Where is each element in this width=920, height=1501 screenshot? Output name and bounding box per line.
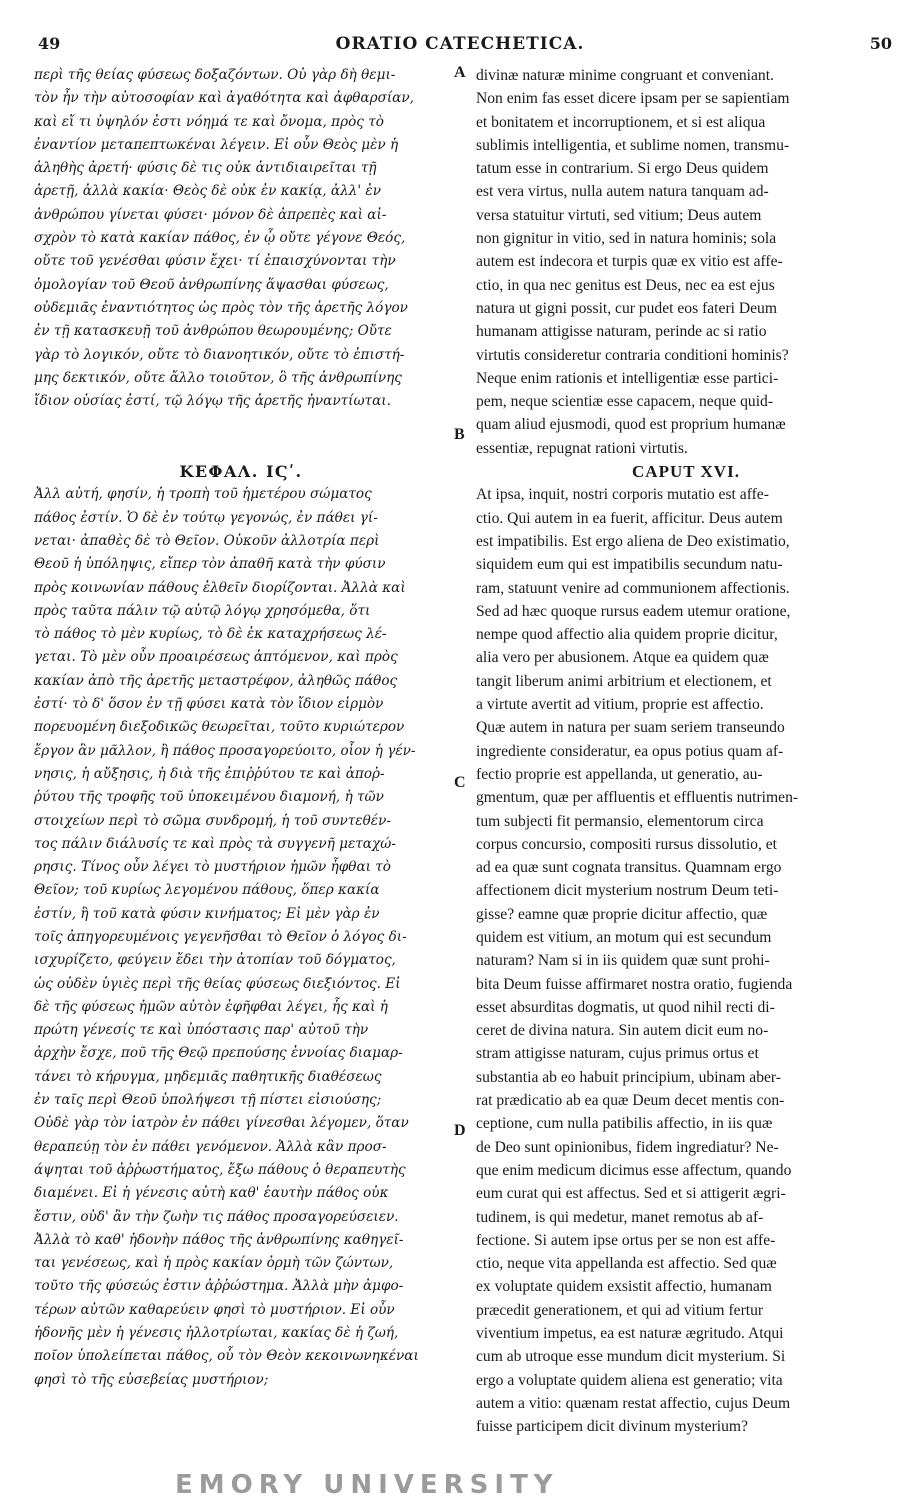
latin-text-line: Non enim fas esset dicere ipsam per se sapientiam <box>476 90 790 108</box>
blank-line <box>34 413 448 436</box>
greek-text-line: άψηται τοῦ ἀῤῥωστήματος, ἔξω πάθους ὁ θεραπευτὴς <box>34 1161 406 1178</box>
greek-text-line: γὰρ τὸ λογικόν, οὔτε τὸ διανοητικόν, οὔτε τὸ ἐπιστή- <box>34 346 405 363</box>
latin-paragraph-1 <box>476 64 896 460</box>
greek-text-line: τέρων αὐτῶν καθαρεύειν φησὶ τὸ μυστήριον. Εἰ οὖν <box>34 1301 395 1318</box>
latin-text-line: naturam? Nam si in iis quidem quæ sunt prohi- <box>476 952 770 970</box>
greek-text-line: κακίαν ἀπὸ τῆς ἀρετῆς μεταστρέφον, ἀληθῶς πάθος <box>34 672 398 689</box>
latin-text-line: nempe quod affectio alia quidem proprie dicitur, <box>476 626 778 644</box>
latin-text-line: ctio, neque vita appellanda est affectio. Sed quæ <box>476 1255 777 1273</box>
greek-text-line: Θεῖον; τοῦ κυρίως λεγομένου πάθους, ὅπερ κακία <box>34 882 380 899</box>
latin-text-line: esset absurditas dogmatis, ut quod nihil recti di- <box>476 998 775 1016</box>
greek-text-line: ἐν ταῖς περὶ Θεοῦ ὑπολήψεσι τῇ πίστει εἰσιούσης; <box>34 1092 382 1109</box>
margin-letter-c: C <box>454 774 466 791</box>
latin-text-line: pem, neque scientiæ esse capacem, neque quid- <box>476 393 774 411</box>
greek-text-line: δὲ τῆς φύσεως ἡμῶν αὐτὸν ἐφῆφθαι λέγει, ἧς καὶ ἡ <box>34 998 388 1015</box>
latin-text-line: humanam attigisse naturam, perinde ac si ratio <box>476 323 767 341</box>
greek-text-line: ῥύτου τῆς τροφῆς τοῦ ὑποκειμένου διαμονή, ἡ τῶν <box>34 789 384 806</box>
greek-text-line: στοιχείων περὶ τὸ σῶμα συνδρομή, ἡ τοῦ συντεθέν- <box>34 812 391 829</box>
greek-text-line: οὐδεμιᾶς ἐναντιότητος ὡς πρὸς τὸν τῆς ἀρετῆς λόγον <box>34 299 408 316</box>
latin-text-line: Sed ad hæc quoque rursus eadem utemur oratione, <box>476 602 791 620</box>
greek-text-line: Ἀλλ αὐτή, φησίν, ἡ τροπὴ τοῦ ἡμετέρου σώματος <box>34 486 372 503</box>
latin-column <box>476 64 896 1439</box>
greek-text-line: τάνει τὸ κήρυγμα, μηδεμιᾶς παθητικῆς διαθέσεως <box>34 1068 382 1085</box>
greek-text-line: μης δεκτικόν, οὔτε ἄλλο τοιοῦτον, ὃ τῆς ἀνθρωπίνης <box>34 369 402 386</box>
latin-text-line: fuisse participem dicit divinum mysterium? <box>476 1418 748 1436</box>
greek-text-line: διαμένει. Εἰ ἡ γένεσις αὐτὴ καθ' ἑαυτὴν πάθος οὐκ <box>34 1185 389 1202</box>
greek-text-line: πρώτη γένεσίς τε καὶ ὑπόστασις παρ' αὐτοῦ τὴν <box>34 1022 369 1039</box>
margin-letter-a: A <box>454 64 466 81</box>
greek-text-line: ἴδιον οὐσίας ἐστί, τῷ λόγῳ τῆς ἀρετῆς ἠναντίωται. <box>34 393 391 410</box>
greek-text-line: Ἀλλὰ τὸ καθ' ἡδονὴν πάθος τῆς ἀνθρωπίνης καθηγεῖ- <box>34 1231 404 1248</box>
greek-chapter-heading: ΚΕΦΑΛ. ΙϚʹ. <box>179 462 303 482</box>
greek-text-line: νησις, ἡ αὔξησις, ἡ διὰ τῆς ἐπιῤῥύτου τε καὶ ἀποῤ- <box>34 765 385 782</box>
running-title: ORATIO CATECHETICA. <box>335 34 585 54</box>
latin-chapter-heading: CAPUT XVI. <box>632 462 740 482</box>
latin-text-line: ingrediente consideratur, ea opus potius quam af- <box>476 742 784 760</box>
greek-text-line: φησὶ τὸ τῆς εὐσεβείας μυστήριον; <box>34 1371 269 1388</box>
running-header <box>24 34 896 56</box>
latin-text-line: autem a vitio: quænam restat affectio, cujus Deum <box>476 1394 791 1412</box>
latin-text-line: corpus concursio, compositi rursus dissolutio, et <box>476 835 778 853</box>
latin-text-line: fectione. Si autem ipse ortus per se non est affe- <box>476 1231 776 1249</box>
latin-text-line: At ipsa, inquit, nostri corporis mutatio est affe- <box>476 486 769 504</box>
greek-text-line: πάθος ἐστίν. Ὁ δὲ ἐν τούτῳ γεγονώς, ἐν πάθει γί- <box>34 509 378 526</box>
latin-text-line: tudinem, is qui medetur, manet remotus ab af- <box>476 1208 764 1226</box>
latin-text-line: bita Deum fuisse affirmaret nostra oratio, fugienda <box>476 975 793 993</box>
greek-text-line: ἐστίν, ἢ τοῦ κατὰ φύσιν κινήματος; Εἰ μὲν γὰρ ἐν <box>34 905 380 922</box>
greek-text-line: οὔτε τοῦ γενέσθαι φύσιν ἔχει· τί ἐπαισχύνονται τὴν <box>34 253 396 270</box>
latin-text-line: affectionem dicit mysterium nostrum Deum teti- <box>476 882 779 900</box>
greek-text-line: ισχυρίζετο, φεύγειν ἔδει τὴν ἀτοπίαν τοῦ δόγματος, <box>34 952 396 969</box>
latin-text-line: a virtute avertit ad vitium, proprie est affectio. <box>476 696 764 714</box>
latin-text-line: Neque enim rationis et intelligentiæ esse partici- <box>476 369 779 387</box>
latin-text-line: essentiæ, repugnat rationi virtutis. <box>476 439 688 457</box>
greek-text-line: νεται· ἀπαθὲς δὲ τὸ Θεῖον. Οὐκοῦν ἀλλοτρία περὶ <box>34 532 380 549</box>
latin-text-line: ex voluptate quidem exsistit affectio, humanam <box>476 1278 772 1296</box>
latin-text-line: que enim medicum dicimus esse affectum, quando <box>476 1161 792 1179</box>
page-number-right: 50 <box>869 34 892 53</box>
greek-text-line: Οὐδὲ γὰρ τὸν ἰατρὸν ἐν πάθει γίνεσθαι λέγομεν, ὅταν <box>34 1115 409 1132</box>
latin-text-line: ctio. Qui autem in ea fuerit, afficitur. Deus autem <box>476 509 783 527</box>
latin-text-line: ad ea quæ sunt cognata transitus. Quamnam ergo <box>476 859 782 877</box>
greek-text-line: περὶ τῆς θείας φύσεως δοξαζόντων. Οὐ γὰρ δὴ θεμι- <box>34 67 396 83</box>
greek-text-line: καὶ εἴ τι ὑψηλόν ἐστι νόημά τε καὶ ὄνομα, πρὸς τὸ <box>34 113 384 130</box>
latin-text-line: divinæ naturæ minime congruant et conveniant. <box>476 67 774 84</box>
latin-text-line: Quæ autem in natura per suam seriem transeundo <box>476 719 785 737</box>
greek-text-line: ἐστί· τὸ δ' ὅσον ἐν τῇ φύσει κατὰ τὸν ἴδιον εἱρμὸν <box>34 696 384 713</box>
latin-text-line: virtutis consideretur contraria conditioni hominis? <box>476 346 789 364</box>
latin-text-line: versa statuitur virtuti, sed vitium; Deus autem <box>476 206 762 224</box>
greek-text-line: πρὸς κοινωνίαν πάθους ἐλθεῖν διορίζονται. Ἀλλὰ καὶ <box>34 579 406 596</box>
latin-text-line: sublimis intelligentia, et sublime nomen, transmu- <box>476 136 790 154</box>
latin-text-line: non gignitur in vitio, sed in natura hominis; sola <box>476 230 777 248</box>
latin-text-line: eum curat qui est affectus. Sed et si attigerit ægri- <box>476 1185 786 1203</box>
latin-text-line: fectio proprie est appellanda, ut generatio, au- <box>476 765 763 783</box>
greek-text-line: πρὸς ταῦτα πάλιν τῷ αὐτῷ λόγῳ χρησόμεθα, ὅτι <box>34 602 371 619</box>
latin-text-line: tangit liberum animi arbitrium et electionem, et <box>476 672 772 690</box>
greek-text-line: Θεοῦ ἡ ὑπόληψις, εἴπερ τὸν ἀπαθῆ κατὰ τὴν φύσιν <box>34 556 386 573</box>
greek-text-line: τοῖς ἀπηγορευμένοις γεγενῆσθαι τὸ Θεῖον ὁ λόγος δι- <box>34 928 407 945</box>
greek-text-line: ἔργον ἂν μᾶλλον, ἢ πάθος προσαγορεύοιτο, οἷον ἡ γέν- <box>34 742 416 759</box>
latin-text-line: ergo a voluptate quidem aliena est generatio; vita <box>476 1371 783 1389</box>
latin-text-line: et bonitatem et incorruptionem, et si est aliqua <box>476 113 766 131</box>
greek-text-line: ἀληθὴς ἀρετή· φύσις δὲ τις οὐκ ἀντιδιαιρεῖται τῇ <box>34 160 377 177</box>
latin-text-line: tum subjecti fit permansio, elementorum circa <box>476 812 764 830</box>
latin-text-line: ceret de divina natura. Sin autem dicit eum no- <box>476 1022 769 1040</box>
latin-text-line: gisse? eamne quæ proprie dicitur affectio, quæ <box>476 905 768 923</box>
greek-text-line: ται γενέσεως, καὶ ἡ πρὸς κακίαν ὁρμὴ τῶν ζώντων, <box>34 1255 394 1272</box>
latin-text-line: ceptione, cum nulla patibilis affectio, in iis quæ <box>476 1115 773 1133</box>
latin-text-line: præcedit generationem, et qui ad vitium fertur <box>476 1301 764 1319</box>
greek-text-line: ρησις. Τίνος οὖν λέγει τὸ μυστήριον ἡμῶν ἧφθαι τὸ <box>34 859 391 876</box>
greek-text-line: πορευομένη διεξοδικῶς θεωρεῖται, τοῦτο κυριώτερον <box>34 719 405 736</box>
greek-text-line: τὸν ἦν τὴν αὐτοσοφίαν καὶ ἀγαθότητα καὶ ἀφθαρσίαν, <box>34 90 414 107</box>
greek-text-line: ὡς οὐδὲν ὑγιὲς περὶ τῆς θείας φύσεως διεξιόντος. Εἰ <box>34 975 401 992</box>
page-number-left: 49 <box>38 34 61 53</box>
latin-text-line: de Deo sunt opinionibus, fidem ingrediatur? Ne- <box>476 1138 779 1156</box>
margin-letter-d: D <box>454 1122 466 1139</box>
greek-text-line: τοῦτο τῆς φύσεώς ἐστιν ἀῤῥώστημα. Ἀλλὰ μὴν ἀμφο- <box>34 1278 404 1295</box>
latin-text-line: viventium impetus, ea est naturæ ægritudo. Atqui <box>476 1325 784 1343</box>
latin-text-line: est impatibilis. Est ergo aliena de Deo existimatio, <box>476 532 790 550</box>
latin-text-line: siquidem eum qui est impatibilis secundum natu- <box>476 556 783 574</box>
greek-text-line: ἔστιν, οὐδ' ἂν τὴν ζωὴν τις πάθος προσαγορεύσειεν. <box>34 1208 399 1225</box>
latin-text-line: autem est indecora et turpis quæ ex vitio est affe- <box>476 253 783 271</box>
latin-text-line: ctio, in qua nec genitus est Deus, nec ea est ejus <box>476 276 775 294</box>
greek-text-line: ἀνθρώπου γίνεται φύσει· μόνον δὲ ἀπρεπὲς καὶ αἰ- <box>34 206 387 223</box>
latin-text-line: cum ab utroque esse mundum dicit mysterium. Si <box>476 1348 786 1366</box>
latin-text-line: est vera virtus, nulla autem natura tanquam ad- <box>476 183 769 201</box>
greek-column <box>34 64 448 1392</box>
latin-text-line: rat prædicatio ab ea quæ Deum decet mentis con- <box>476 1092 785 1110</box>
greek-text-line: γεται. Τὸ μὲν οὖν προαιρέσεως ἁπτόμενον, καὶ πρὸς <box>34 649 398 666</box>
latin-text-line: ram, statuunt venire ad communionem affectionis. <box>476 579 790 597</box>
greek-text-line: ἐν τῇ κατασκευῇ τοῦ ἀνθρώπου θεωρουμένης; Οὔτε <box>34 323 392 340</box>
greek-text-line: σχρὸν τὸ κατὰ κακίαν πάθος, ἐν ᾧ οὔτε γέγονε Θεός, <box>34 230 406 247</box>
greek-text-line: ἐναντίον μεταπεπτωκέναι λέγειν. Εἰ οὖν Θεὸς μὲν ἡ <box>34 136 399 153</box>
greek-text-line: ὁμολογίαν τοῦ Θεοῦ ἀνθρωπίνης ἅψασθαι φύσεως, <box>34 276 389 293</box>
latin-paragraph-2 <box>476 483 896 1438</box>
greek-paragraph-2 <box>34 483 448 1392</box>
greek-text-line: τος πάλιν διάλυσίς τε καὶ πρὸς τὰ συγγενῆ μεταχώ- <box>34 835 396 852</box>
margin-letter-b: B <box>454 426 465 443</box>
latin-text-line: natura ut gigni possit, cur pudet eos fateri Deum <box>476 299 777 317</box>
greek-text-line: ἀρετῇ, ἀλλὰ κακία· Θεὸς δὲ οὐκ ἐν κακίᾳ, ἀλλ' ἐν <box>34 183 381 200</box>
latin-text-line: stram attigisse naturam, cujus primus ortus et <box>476 1045 759 1063</box>
latin-text-line: quidem est vitium, an motum qui est secundum <box>476 928 772 946</box>
latin-text-line: tatum esse in contrarium. Si ergo Deus quidem <box>476 160 769 178</box>
greek-paragraph-1 <box>34 64 448 413</box>
latin-text-line: alia vero per abusionem. Atque ea quidem quæ <box>476 649 769 667</box>
greek-text-line: ἀρχὴν ἔσχε, ποῦ τῆς Θεῷ πρεπούσης ἐννοίας διαμαρ- <box>34 1045 403 1062</box>
latin-text-line: quam aliud ejusmodi, quod est proprium humanæ <box>476 416 786 434</box>
greek-text-line: ἡδονῆς μὲν ἡ γένεσις ἠλλοτρίωται, κακίας δὲ ἡ ζωή, <box>34 1325 399 1342</box>
library-stamp: EMORY UNIVERSITY <box>175 1470 559 1500</box>
greek-text-line: τὸ πάθος τὸ μὲν κυρίως, τὸ δὲ ἐκ καταχρήσεως λέ- <box>34 626 387 643</box>
latin-text-line: substantia ab eo habuit principium, ubinam aber- <box>476 1068 781 1086</box>
greek-text-line: ποῖον ὑπολείπεται πάθος, οὗ τὸν Θεὸν κεκοινωνηκέναι <box>34 1348 419 1365</box>
blank-line <box>34 437 448 460</box>
latin-text-line: gmentum, quæ per affluentis et effluentis nutrimen- <box>476 789 799 807</box>
greek-text-line: θεραπεύῃ τὸν ἐν πάθει γενόμενον. Ἀλλὰ κἂν προσ- <box>34 1138 387 1155</box>
